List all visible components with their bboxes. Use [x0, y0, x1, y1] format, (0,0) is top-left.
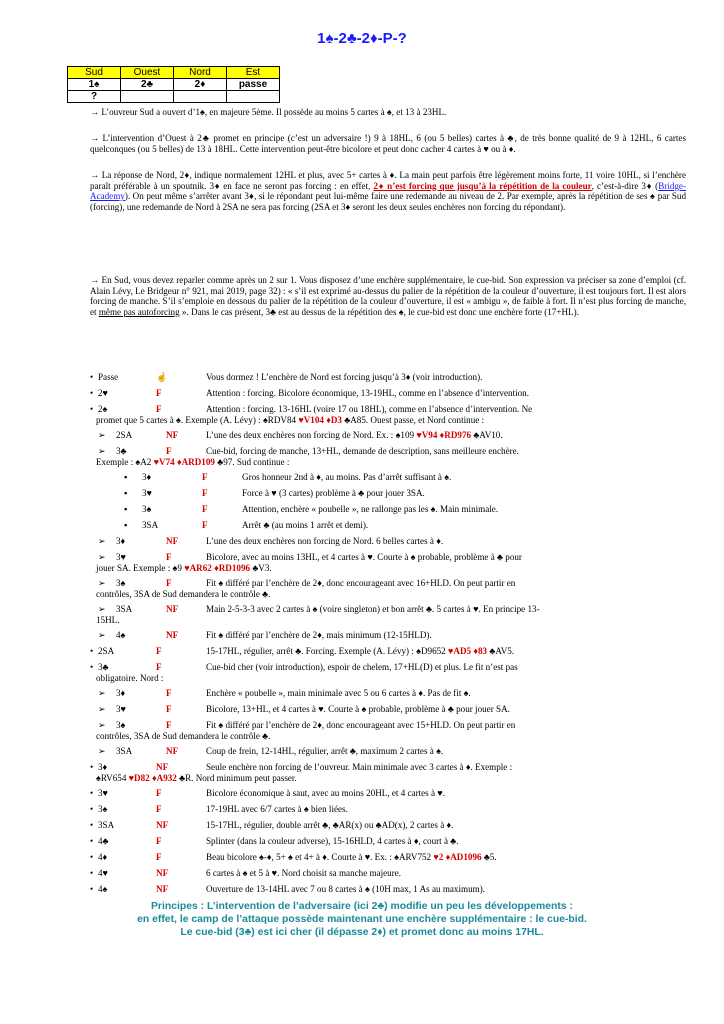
bid-row [90, 446, 690, 457]
bid-description: jouer SA. Exemple : ♠9 [96, 563, 185, 573]
bid-cell [227, 91, 280, 103]
bid: 3SA [116, 604, 133, 614]
arrow-icon: ➢ [98, 688, 106, 698]
bid-cell: 1♠ [68, 79, 121, 91]
arrow-icon: ➢ [98, 536, 106, 546]
red-cards: ♥V104 ♦D3 [298, 415, 342, 425]
bid-description: Exemple : ♠A2 [96, 457, 154, 467]
bid-description: Bicolore, 13+HL, et 4 cartes à ♥. Courte à ♠ probable, problème à ♣ pour jouer SA. [206, 704, 510, 714]
bid-continuation: contrôles, 3SA de Sud demandera le contrôle ♣. [96, 731, 271, 741]
bid-cell [174, 91, 227, 103]
forcing-mark: NF [166, 746, 179, 756]
sleeping-icon: ☝ [156, 372, 168, 382]
bid-row [90, 604, 690, 615]
forcing-mark: NF [156, 868, 169, 878]
bid: 3♥ [116, 704, 126, 714]
forcing-mark: F [166, 578, 172, 588]
forcing-mark: F [166, 704, 172, 714]
arrow-icon: ➢ [98, 630, 106, 640]
response-text: ). On peut même s’arrêter avant 3♦, si le répondant peut lui-même faire une redemande au niveau de 2. Par exemple, après la répétition de ses ♠ par Sud (forcing), une redemande de Nord à 2SA ne sera pas forcing (2SA et 3♦ seront les deux seules enchères non forcing du répondant). [90, 191, 686, 212]
principles-line: Principes : L’intervention de l’adversaire (ici 2♣) modifie un peu les développements : [151, 901, 573, 912]
bid-description: Seule enchère non forcing de l’ouvreur. Main minimale avec 3 cartes à ♦. Exemple : [206, 762, 513, 772]
bullet: • [90, 852, 94, 862]
red-cards: ♥D82 ♦A932 [128, 773, 177, 783]
arrow-icon: ➢ [98, 552, 106, 562]
bid-description: 15-17HL, régulier, double arrêt ♣, ♣AR(x) ou ♣AD(x), 2 cartes à ♦. [206, 820, 454, 830]
bid-row [90, 404, 690, 415]
bidding-table-header [68, 67, 280, 79]
bid: 3SA [142, 520, 159, 530]
forcing-mark: F [202, 472, 208, 482]
bid: 3SA [116, 746, 133, 756]
forcing-mark: F [166, 552, 172, 562]
forcing-mark: NF [166, 536, 179, 546]
bid-row [90, 504, 690, 515]
bid: 4♥ [98, 868, 108, 878]
bullet: • [90, 804, 94, 814]
bid-description: Bicolore économique à saut, avec au moins 20HL, et 4 cartes à ♥. [206, 788, 445, 798]
bid-row [90, 552, 690, 563]
bid-description: Fit ♠ différé par l’enchère de 2♦, donc encourageant avec 16+HLD. On peut partir en [206, 578, 516, 588]
bid-row [90, 578, 690, 589]
south-text: → En Sud, vous devez reparler comme après un 2 sur 1. Vous disposez d’une enchère supplémentaire, le cue-bid. Son expression va préciser sa zone d’emploi (cf. Alain Lévy, Le Bridgeur n° 921, mai 2019, page 32) : « s’il est exprimé au-dessus du palier de la répétition de la couleur d’ouverture, il est toujours fort. Il est alors forcing de manche. S’il s’emploie en dessous du palier de la répétition de la couleur d’ouverture, il est « ambigu », de faible à fort. Il n’est plus forcing de manche, et [90, 275, 686, 317]
bid-row [90, 688, 690, 699]
forcing-mark: NF [156, 762, 169, 772]
bid: 3♦ [116, 536, 126, 546]
forcing-mark: F [156, 788, 162, 798]
bid-row [90, 430, 690, 441]
forcing-mark: F [156, 804, 162, 814]
arrow-icon: ➢ [98, 578, 106, 588]
header-ouest: Ouest [121, 67, 174, 79]
bid-description: Splinter (dans la couleur adverse), 15-16HLD, 4 cartes à ♦, court à ♣. [206, 836, 459, 846]
bid: 3♣ [98, 662, 109, 672]
header-est: Est [227, 67, 280, 79]
bid-row [90, 746, 690, 757]
bid-cell: 2♦ [174, 79, 227, 91]
south-autoforcing-note: même pas autoforcing [98, 306, 180, 317]
bid-continuation [96, 563, 696, 574]
bid-cell: passe [227, 79, 280, 91]
bullet: • [90, 884, 94, 894]
bid: 3♠ [116, 720, 126, 730]
bid-row [90, 472, 690, 483]
bid-description: ♠RV654 [96, 773, 129, 783]
red-cards: ♥V74 ♦ARD109 [153, 457, 215, 467]
forcing-mark: F [156, 646, 162, 656]
bidding-table [67, 66, 280, 103]
bid-continuation [96, 773, 696, 784]
square-bullet: ▪ [124, 488, 128, 498]
bid-cell [121, 91, 174, 103]
bidding-table-row [68, 91, 280, 103]
forcing-mark: F [166, 688, 172, 698]
bid-description: ♣R. Nord minimum peut passer. [176, 773, 297, 783]
bid: 2♠ [98, 404, 108, 414]
bid-row [90, 720, 690, 731]
response-text: → La réponse de Nord, 2♦, indique normalement 12HL et plus, avec 5+ cartes à ♦. La main peut parfois être légèrement moins forte, 11 voire 10HL, si l’enchère paraît préférable à un spoutnik. 3♦ en face ne seront pas forcing : en effet, [90, 170, 686, 191]
bid-row [90, 388, 690, 399]
bullet: • [90, 372, 94, 382]
intro-response [90, 170, 686, 212]
bullet: • [90, 646, 94, 656]
bid: 3♠ [116, 578, 126, 588]
bid-continuation: obligatoire. Nord : [96, 673, 164, 683]
bid-description: Beau bicolore ♠-♦, 5+ ♠ et 4+ à ♦. Courte à ♥. Ex. : ♠ARV752 ♥2 ♦AD1096 ♣5. [206, 852, 497, 862]
bid-row [90, 372, 690, 383]
bid-row [90, 804, 690, 815]
arrow-icon: ➢ [98, 430, 106, 440]
bid: 2♥ [98, 388, 108, 398]
bid: 3♥ [116, 552, 126, 562]
bullet: • [90, 868, 94, 878]
bridge-academy-link[interactable]: Bridge-Academy [90, 180, 686, 202]
bid: 3♣ [116, 446, 127, 456]
bid-description: ♣V3. [250, 563, 272, 573]
bid-row [90, 820, 690, 831]
page-title: 1♠-2♣-2♦-P-? [317, 30, 407, 47]
bid-row [90, 852, 690, 863]
forcing-mark: NF [166, 604, 179, 614]
arrow-icon: ➢ [98, 704, 106, 714]
header-sud: Sud [68, 67, 121, 79]
bid: 3SA [98, 820, 115, 830]
response-text: , c’est-à-dire 3♦ ( [591, 180, 659, 191]
bid-row [90, 536, 690, 547]
bid: 3♥ [98, 788, 108, 798]
red-cards: ♥AD5 ♦83 [448, 646, 488, 656]
bid-continuation [96, 415, 696, 426]
bid-description: Gros honneur 2nd à ♦, au moins. Pas d’arrêt suffisant à ♠. [242, 472, 452, 482]
bid: Passe [98, 372, 119, 382]
bid: 4♠ [98, 884, 108, 894]
response-forcing-note: 2♦ n’est forcing que jusqu’à la répétition de la couleur [373, 180, 592, 191]
forcing-mark: F [156, 852, 162, 862]
bid: 3♦ [98, 762, 108, 772]
intro-overcall: → L’intervention d’Ouest à 2♣ promet en principe (c’est un adversaire !) 9 à 18HL, 6 (ou 5 belles) cartes à ♣, de très bonne qualité de 9 à 12HL, 6 cartes quelconques (ou 5 belles) de 13 à 18HL. Cette intervention peut-être bicolore et peut donc cacher 4 cartes à ♥ ou à ♦. [90, 133, 686, 154]
bid-row [90, 884, 690, 895]
bid-row [90, 646, 690, 657]
bid: 3♥ [142, 488, 152, 498]
forcing-mark: F [166, 446, 172, 456]
red-cards: ♥2 ♦AD1096 [433, 852, 482, 862]
arrow-icon: ➢ [98, 720, 106, 730]
forcing-mark: NF [166, 630, 179, 640]
bid-description: Fit ♠ différé par l’enchère de 2♦, donc encourageant avec 15+HLD. On peut partir en [206, 720, 516, 730]
bid-cell: 2♣ [121, 79, 174, 91]
bidding-table-row [68, 79, 280, 91]
bid-description: Enchère « poubelle », main minimale avec 5 ou 6 cartes à ♦. Pas de fit ♠. [206, 688, 471, 698]
red-cards: ♥AR62 ♦RD1096 [184, 563, 251, 573]
forcing-mark: F [156, 404, 162, 414]
bid-description: Arrêt ♣ (au moins 1 arrêt et demi). [242, 520, 369, 530]
bid: 4♠ [116, 630, 126, 640]
red-cards: ♥V94 ♦RD976 [416, 430, 472, 440]
bid-description: Attention : forcing. 13-16HL (voire 17 ou 18HL), comme en l’absence d’intervention. Ne [206, 404, 533, 414]
bid-description: Ouverture de 13-14HL avec 7 ou 8 cartes à ♠ (10H max, 1 As au maximum). [206, 884, 485, 894]
forcing-mark: F [156, 836, 162, 846]
bid: 3♠ [142, 504, 152, 514]
bullet: • [90, 836, 94, 846]
bid-description: L’une des deux enchères non forcing de Nord. 6 belles cartes à ♦. [206, 536, 444, 546]
principles-line: Le cue-bid (3♣) est ici cher (il dépasse 2♦) et promet donc au moins 17HL. [180, 927, 544, 938]
bullet: • [90, 662, 94, 672]
bid-description: Main 2-5-3-3 avec 2 cartes à ♠ (voire singleton) et bon arrêt ♣. 5 cartes à ♥. En principe 13- [206, 604, 540, 614]
forcing-mark: F [166, 720, 172, 730]
bullet: • [90, 404, 94, 414]
bid-row [90, 662, 690, 673]
bid-cell: ? [68, 91, 121, 103]
arrow-icon: ➢ [98, 446, 106, 456]
bid-row [90, 630, 690, 641]
bid-row [90, 868, 690, 879]
bid-description: promet que 5 cartes à ♠. Exemple (A. Lévy) : ♠RDV84 [96, 415, 299, 425]
bid: 3♦ [142, 472, 152, 482]
principles-line: en effet, le camp de l’attaque possède maintenant une enchère supplémentaire : le cue-bid. [137, 914, 587, 925]
bid-description: Vous dormez ! L’enchère de Nord est forcing jusqu’à 3♦ (voir introduction). [206, 372, 483, 382]
bid: 3♠ [98, 804, 108, 814]
bid-continuation: 15HL. [96, 615, 120, 625]
bid-row [90, 704, 690, 715]
bid-description: Force à ♥ (3 cartes) problème à ♣ pour jouer 3SA. [242, 488, 425, 498]
bullet: • [90, 762, 94, 772]
bid: 4♣ [98, 836, 109, 846]
forcing-mark: F [202, 520, 208, 530]
forcing-mark: NF [166, 430, 179, 440]
arrow-icon: ➢ [98, 604, 106, 614]
bid-description: Coup de frein, 12-14HL, régulier, arrêt ♣, maximum 2 cartes à ♠. [206, 746, 444, 756]
south-text: ». Dans le cas présent, 3♣ est au dessus de la répétition des ♠, le cue-bid est donc une enchère forte (17+HL). [179, 306, 579, 317]
bid-row [90, 520, 690, 531]
forcing-mark: F [202, 504, 208, 514]
forcing-mark: F [156, 388, 162, 398]
intro-south [90, 275, 686, 317]
bid-row [90, 788, 690, 799]
bid-description: L’une des deux enchères non forcing de Nord. Ex. : ♠109 ♥V94 ♦RD976 ♣AV10. [206, 430, 503, 440]
intro-opener: → L’ouvreur Sud a ouvert d’1♠, en majeure 5ème. Il possède au moins 5 cartes à ♠, et 13 à 23HL. [90, 107, 447, 117]
bid-description: Cue-bid cher (voir introduction), espoir de chelem, 17+HL(D) et plus. Le fit n’est pas [206, 662, 518, 672]
bid-description: ♣97. Sud continue : [214, 457, 290, 467]
square-bullet: ▪ [124, 520, 128, 530]
bid-row [90, 488, 690, 499]
bid-continuation: contrôles, 3SA de Sud demandera le contrôle ♣. [96, 589, 271, 599]
bid-description: 17-19HL avec 6/7 cartes à ♠ bien liées. [206, 804, 348, 814]
arrow-icon: ➢ [98, 746, 106, 756]
bid-description: Attention : forcing. Bicolore économique, 13-19HL, comme en l’absence d’intervention. [206, 388, 529, 398]
bid: 3♦ [116, 688, 126, 698]
forcing-mark: F [156, 662, 162, 672]
bid: 4♦ [98, 852, 108, 862]
bid-row [90, 762, 690, 773]
bid-description: Attention, enchère « poubelle », ne rallonge pas les ♠. Main minimale. [242, 504, 499, 514]
forcing-mark: NF [156, 820, 169, 830]
bid-continuation [96, 457, 696, 468]
header-nord: Nord [174, 67, 227, 79]
bid: 2SA [98, 646, 115, 656]
square-bullet: ▪ [124, 504, 128, 514]
bid-description: Cue-bid, forcing de manche, 13+HL, demande de description, sans meilleure enchère. [206, 446, 519, 456]
bid-description: 15-17HL, régulier, arrêt ♣. Forcing. Exemple (A. Lévy) : ♠D9652 ♥AD5 ♦83 ♣AV5. [206, 646, 515, 656]
bid-row [90, 836, 690, 847]
bullet: • [90, 820, 94, 830]
bid-description: ♣A85. Ouest passe, et Nord continue : [341, 415, 485, 425]
forcing-mark: F [202, 488, 208, 498]
bid-description: 6 cartes à ♠ et 5 à ♥. Nord choisit sa manche majeure. [206, 868, 402, 878]
bullet: • [90, 788, 94, 798]
bid-description: Bicolore, avec au moins 13HL, et 4 cartes à ♥. Courte à ♠ probable, problème à ♣ pour [206, 552, 522, 562]
principles-footer [60, 900, 664, 939]
bid-description: Fit ♠ différé par l’enchère de 2♦, mais minimum (12-15HLD). [206, 630, 432, 640]
bullet: • [90, 388, 94, 398]
forcing-mark: NF [156, 884, 169, 894]
square-bullet: ▪ [124, 472, 128, 482]
bid: 2SA [116, 430, 133, 440]
